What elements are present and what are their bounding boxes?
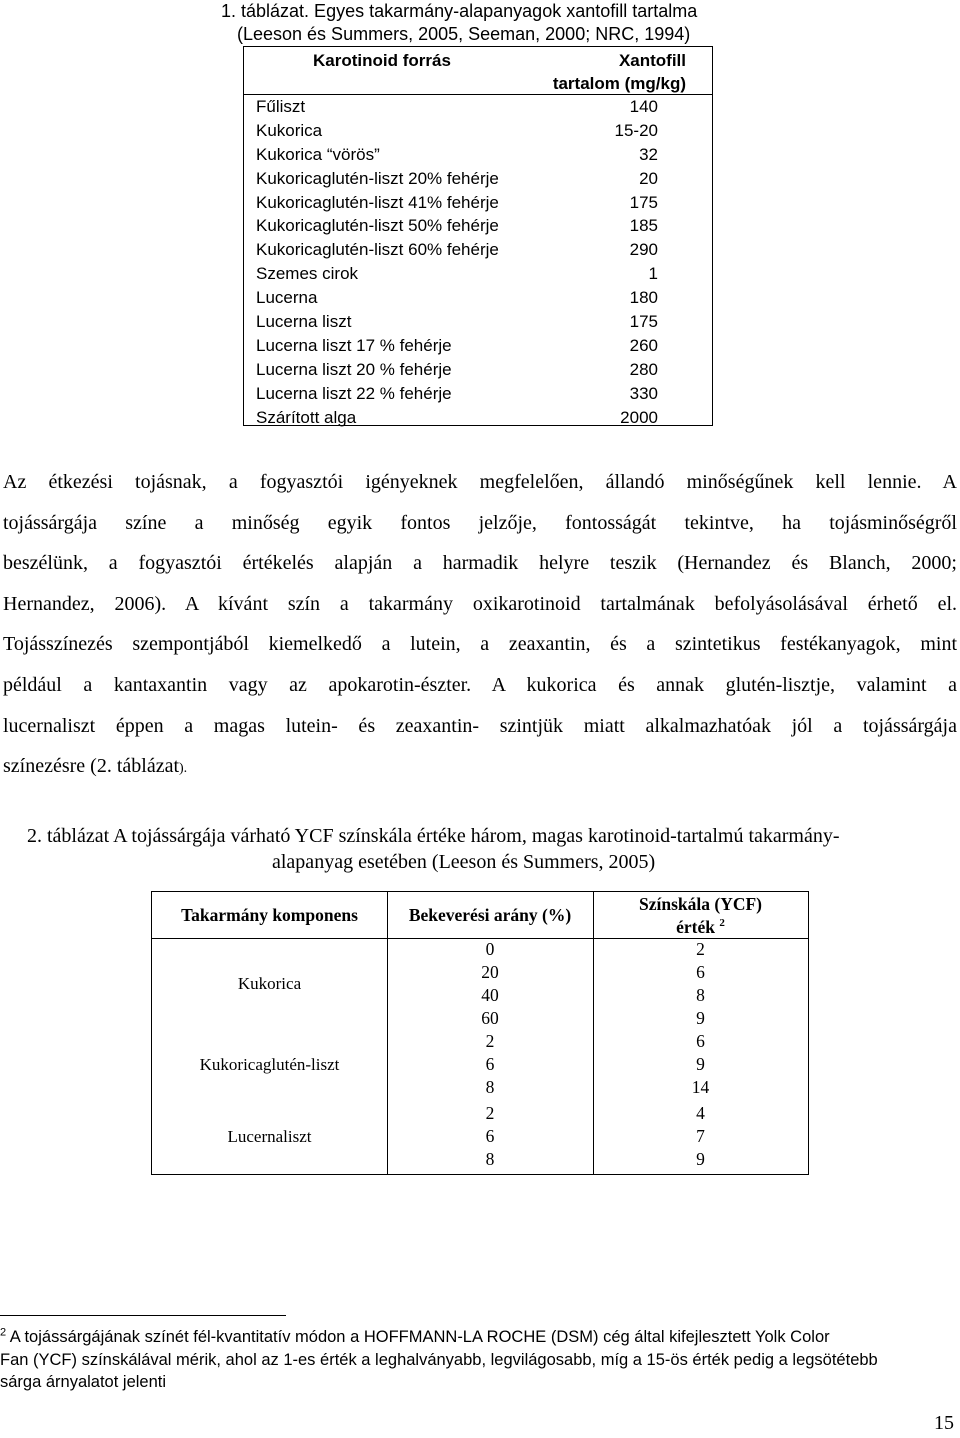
footnote-line xyxy=(0,1326,955,1349)
paragraph-line: lucernaliszt éppen a magas lutein- és zeaxantin- szintjük miatt alkalmazhatóak jól a tojássárgája xyxy=(3,714,957,737)
table-row xyxy=(244,214,712,238)
row-name: Lucerna liszt 22 % fehérje xyxy=(256,383,452,403)
paragraph-line: beszélünk, a fogyasztói értékelés alapján a harmadik helyre teszik (Hernandez és Blanch, 2000; xyxy=(3,552,957,575)
row-value: 1 xyxy=(648,264,658,284)
row-value: 20 xyxy=(639,168,658,188)
row-name: Fűliszt xyxy=(256,97,306,116)
page-number: 15 xyxy=(934,1412,954,1434)
table1-header-content xyxy=(553,49,686,95)
table-row xyxy=(244,406,712,430)
footnote-number: 2 xyxy=(0,1326,7,1339)
table-row xyxy=(244,334,712,358)
row-name: Kukoricaglutén-liszt 60% fehérje xyxy=(256,240,499,260)
value-cell: 7 xyxy=(696,1126,705,1146)
table-row xyxy=(244,358,712,382)
row-name: Szárított alga xyxy=(256,407,357,427)
table-row xyxy=(244,238,712,262)
table1-header xyxy=(244,47,712,95)
table2-header-scale-line2: érték xyxy=(676,917,715,937)
ratio-cell: 8 xyxy=(485,1149,495,1169)
body-paragraph xyxy=(3,462,957,787)
footnote-line2: Fan (YCF) színskálával mérik, ahol az 1-es érték a leghalványabb, legvilágosabb, míg a 15-ös érték pedig a legsötétebb xyxy=(0,1350,878,1369)
row-value: 2000 xyxy=(620,407,658,427)
table-row xyxy=(244,167,712,191)
paragraph-line-tail: ). xyxy=(179,761,188,777)
table2-header-scale xyxy=(593,893,808,939)
row-value: 260 xyxy=(629,335,658,355)
footnote-line3: sárga árnyalatot jelenti xyxy=(0,1373,167,1391)
row-name: Kukoricaglutén-liszt 20% fehérje xyxy=(256,168,499,188)
row-value: 175 xyxy=(629,312,658,332)
paragraph-line: színezésre (2. táblázat xyxy=(3,755,180,778)
table1-header-content-line2: tartalom (mg/kg) xyxy=(552,74,686,93)
group-name: Kukorica xyxy=(237,974,302,993)
paragraph-line: Tojásszínezés szempontjából kiemelkedő a lutein, a zeaxantin, és a szintetikus festékanyagok, mint xyxy=(3,633,957,656)
table2-header-component: Takarmány komponens xyxy=(181,905,358,925)
row-value: 140 xyxy=(629,97,658,116)
group-name: Kukoricaglutén-liszt xyxy=(199,1055,340,1074)
row-name: Kukoricaglutén-liszt 50% fehérje xyxy=(256,216,499,236)
row-name: Kukorica xyxy=(256,120,323,140)
table-row xyxy=(244,310,712,334)
value-cell: 4 xyxy=(696,1103,705,1123)
ratio-cell: 60 xyxy=(481,1008,499,1028)
paragraph-last-line xyxy=(3,746,957,787)
ratio-cell: 40 xyxy=(481,985,499,1005)
table1-caption-line2: (Leeson és Summers, 2005, Seeman, 2000; NRC, 1994) xyxy=(237,24,691,44)
value-cell: 9 xyxy=(696,1008,705,1028)
paragraph-line: Az étkezési tojásnak, a fogyasztói igényeknek megfelelően, állandó minőségűnek kell lennie. A xyxy=(3,471,957,493)
ratio-cell: 6 xyxy=(485,1126,495,1146)
table1-body xyxy=(244,95,712,429)
value-cell: 6 xyxy=(696,1031,705,1051)
table-row xyxy=(244,119,712,143)
row-value: 15-20 xyxy=(614,120,658,140)
table2-header-ratio: Bekeverési arány (%) xyxy=(408,905,572,925)
value-cell: 8 xyxy=(696,985,705,1005)
row-name: Szemes cirok xyxy=(256,264,359,284)
footnote-marker: 2 xyxy=(719,917,725,930)
ratio-cell: 2 xyxy=(485,1031,495,1051)
row-value: 180 xyxy=(629,288,658,308)
table-row xyxy=(244,262,712,286)
value-cell: 6 xyxy=(696,962,705,982)
table1-header-source: Karotinoid forrás xyxy=(313,51,451,70)
table2-header-scale-line1: Színskála (YCF) xyxy=(639,894,762,914)
row-value: 330 xyxy=(629,383,658,403)
row-name: Kukorica “vörös” xyxy=(256,144,380,164)
value-cell: 2 xyxy=(696,939,705,959)
paragraph-line: Hernandez, 2006). A kívánt szín a takarmány oxikarotinoid tartalmának befolyásolásával érhető el. xyxy=(3,592,957,615)
ratio-cell: 20 xyxy=(481,962,499,982)
value-cell: 9 xyxy=(696,1149,705,1169)
ycf-table xyxy=(151,891,809,1175)
ratio-cell: 6 xyxy=(485,1054,495,1074)
row-name: Lucerna xyxy=(256,288,318,308)
xanthophyll-table xyxy=(243,46,713,426)
paragraph-line: tojássárgája színe a minőség egyik fontos jelzője, fontosságát tekintve, ha tojásminőségről xyxy=(3,511,957,534)
table1-header-content-line1: Xantofill xyxy=(618,51,686,70)
ratio-cell: 8 xyxy=(485,1077,495,1097)
ratio-cell: 0 xyxy=(485,939,495,959)
ratio-cell: 2 xyxy=(485,1103,495,1123)
footnote xyxy=(0,1326,955,1394)
row-value: 290 xyxy=(629,240,658,260)
table1-caption-line1: 1. táblázat. Egyes takarmány-alapanyagok xantofill tartalma xyxy=(221,1,698,21)
row-value: 185 xyxy=(629,216,658,236)
row-value: 175 xyxy=(629,192,658,212)
table-row xyxy=(244,191,712,215)
footnote-separator xyxy=(0,1315,286,1316)
row-name: Kukoricaglutén-liszt 41% fehérje xyxy=(256,192,499,212)
table-row xyxy=(244,382,712,406)
row-name: Lucerna liszt 20 % fehérje xyxy=(256,359,452,379)
row-value: 32 xyxy=(639,144,658,164)
table-row xyxy=(244,95,712,119)
row-name: Lucerna liszt 17 % fehérje xyxy=(256,335,452,355)
table-row xyxy=(244,143,712,167)
table2-caption-line2: alapanyag esetében (Leeson és Summers, 2005) xyxy=(272,851,656,873)
row-name: Lucerna liszt xyxy=(256,312,352,332)
group-name: Lucernaliszt xyxy=(227,1127,312,1146)
footnote-line1: A tojássárgájának színét fél-kvantitatív módon a HOFFMANN-LA ROCHE (DSM) cég által kifejlesztett Yolk Color xyxy=(6,1328,830,1346)
row-value: 280 xyxy=(629,359,658,379)
value-cell: 14 xyxy=(691,1077,710,1097)
value-cell: 9 xyxy=(696,1054,705,1074)
table-row xyxy=(244,286,712,310)
paragraph-line: például a kantaxantin vagy az apokarotin-észter. A kukorica és annak glutén-lisztje, valamint a xyxy=(3,673,957,696)
table2-caption-line1: 2. táblázat A tojássárgája várható YCF színskála értéke három, magas karotinoid-tartalmú takarmány- xyxy=(27,825,840,847)
